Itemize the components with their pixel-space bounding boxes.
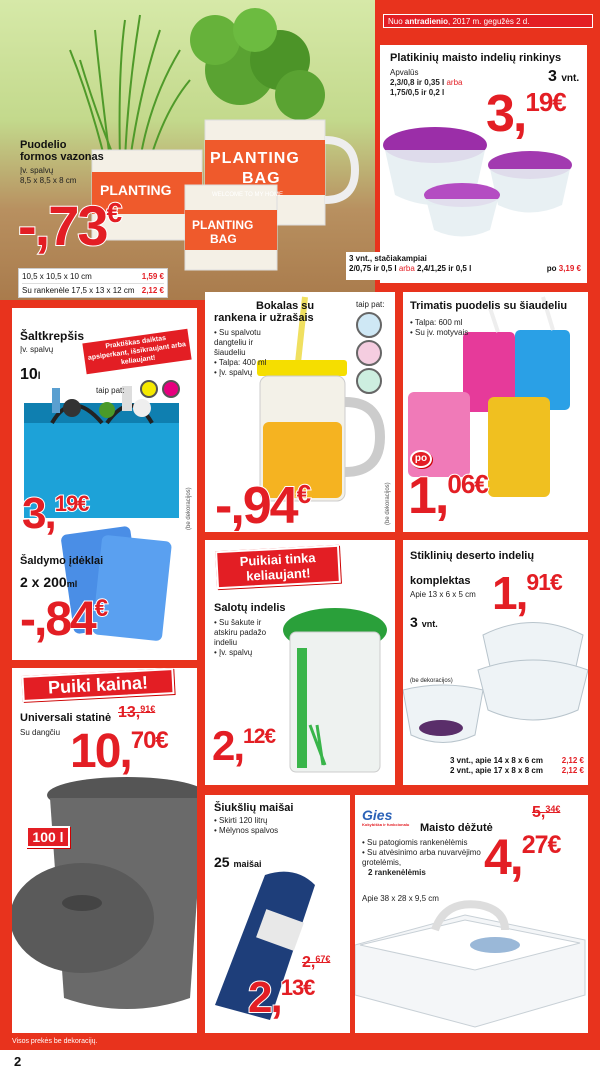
bags-old-sup: 67€ [315,954,331,964]
foodbox-title: Maisto dėžutė [420,822,493,834]
dessert-title-1: Stiklinių deserto indelių [410,550,535,562]
salad-price-main: 2, [212,722,244,769]
foodbox-bullet-3: 2 rankenėlėmis [368,868,426,877]
containers-qty-unit: vnt. [561,73,580,84]
foodbox-old-sup: 34€ [545,804,561,814]
pots-title-2: formos vazonas [20,151,104,163]
mug-text-6: BAG [210,232,237,246]
coolbag-color-pink [162,380,180,398]
salad-banner-2: keliaujant! [245,565,311,584]
cups-price-main: 1, [408,467,448,525]
coolbag-price-sup: 19€ [54,491,89,517]
bags-bullet-2: • Mėlynos spalvos [214,826,278,836]
icepacks-price-main: -,84 [20,593,95,646]
containers-alt-price: 3,19 € [558,264,581,273]
containers-qty-num: 3 [548,68,557,85]
foodbox-bullet-1: • Su patogiomis rankenėlėmis [362,838,482,848]
pots-price-sup: € [106,197,122,229]
cups-bullet-1: • Talpa: 600 ml [410,318,468,328]
bags-price [248,973,315,1022]
bags-old-price [302,954,330,972]
jar-title-1: Bokalas su [256,300,315,312]
jar-bullets [214,328,284,378]
containers-alt-2c: 2,4/1,25 ir 0,5 l [414,264,472,273]
pots-title-1: Puodelio [20,139,67,151]
pots-desc-2: 8,5 x 8,5 x 8 cm [20,176,77,185]
pots-row-1-price: 1,59 € [141,272,164,281]
dessert-deco: (be dekoracijos) [410,678,453,684]
bags-title: Šiukšlių maišai [214,802,294,814]
jar-variant-blue [356,312,382,338]
salad-price-sup: 12€ [243,725,276,749]
dessert-price [492,567,562,619]
containers-desc-2b: arba [446,78,463,87]
dessert-price-table [450,756,584,776]
validity-day: antradienio [404,17,449,26]
icepacks-qty-unit: ml [66,579,78,589]
icepacks-price-sup: € [94,595,108,623]
bin-banner: Puiki kaina! [21,668,174,702]
validity-prefix: Nuo [388,17,405,26]
footer-note: Visos prekės be dekoracijų. [12,1038,98,1045]
dessert-row-2-label: 2 vnt., apie 17 x 8 x 8 cm [450,766,543,775]
salad-banner-1: Puikiai tinka [239,550,316,569]
jar-bullet-1: • Su spalvotu dangteliu ir šiaudeliu [214,328,284,358]
containers-alt-2b: arba [398,264,415,273]
bin-old-sup: 91€ [140,704,156,714]
foodbox-price [484,829,561,885]
foodbox-bullets [362,838,482,868]
icepacks-title: Šaldymo įdėklai [20,555,104,567]
salad-bullet-2: • Įv. spalvų [214,648,276,658]
containers-alt-po: po [546,264,559,273]
containers-alt-2 [349,264,581,274]
containers-desc-2 [390,78,463,88]
jar-price-sup: € [296,479,311,510]
coolbag-qty [20,366,41,384]
cups-price [408,467,488,525]
containers-desc-1: Apvalūs [390,68,419,77]
cups-title: Trimatis puodelis su šiaudeliu [410,300,568,312]
salad-bullet-1: • Su šakute ir atskiru padažo indeliu [214,618,276,648]
containers-desc-2a: 2,3/0,8 ir 0,35 l [390,78,447,87]
bin-title: Universali statinė [20,712,112,724]
dessert-row-2 [450,766,584,776]
coolbag-price-main: 3, [22,489,55,538]
jar-also-label: taip pat: [356,300,385,309]
pots-row-2-label: Su rankenėle 17,5 x 13 x 12 cm [22,286,135,295]
pots-price [18,194,122,257]
jar-side-note: (be dekoracijos) [385,482,391,525]
bags-price-sup: 13€ [280,975,315,1001]
containers-qty [548,68,579,86]
bin-old-price [118,704,155,722]
dessert-qty-num: 3 [410,614,418,630]
jar-title-2: rankena ir užrašais [214,312,314,324]
pots-price-table [18,268,168,298]
dessert-desc: Apie 13 x 6 x 5 cm [410,590,476,599]
bin-desc: Su dangčiu [20,728,61,737]
foodbox-old-price [532,804,560,822]
jar-variant-pink [356,340,382,366]
dessert-qty [410,614,438,630]
bags-qty-num: 25 [214,854,230,870]
coolbag-note: Praktiškas daiktas apsiperkant, išsikraujant arba keliaujant! [82,329,191,374]
pots-price-main: -,73 [18,194,107,257]
footer-bar [0,1050,600,1073]
bin-price [70,725,168,778]
cups-po-badge: po [410,450,432,468]
mug-text-4: PLANTING [100,182,172,198]
coolbag-qty-num: 10 [20,366,38,383]
salad-bullets [214,618,276,658]
coolbag-qty-unit: l [37,371,41,382]
icepacks-qty-num: 2 x 200 [20,574,67,590]
salad-banner [215,545,341,589]
foodbox-price-main: 4, [484,829,522,885]
bin-price-main: 10, [70,725,131,778]
gies-logo-text: Gies [362,807,393,823]
bags-qty [214,854,262,870]
gies-logo [362,808,414,827]
containers-desc-3: 1,75/0,5 ir 0,2 l [390,88,445,97]
coolbag-price [22,489,89,538]
dessert-title-2: komplektas [410,575,471,587]
cups-bullet-2: • Su įv. motyvais [410,328,468,338]
mug-text-5: PLANTING [192,218,254,232]
bin-old-main: 13, [118,704,141,721]
jar-price [215,477,311,535]
gies-logo-sub: Kokybiška ir funkcionalu [362,822,410,827]
dessert-row-1-price: 2,12 € [561,756,584,765]
coolbag-also-label: taip pat: [96,386,125,395]
pots-row-2 [22,283,164,297]
foodbox-desc: Apie 38 x 28 x 9,5 cm [362,894,439,903]
dessert-price-sup: 91€ [526,569,562,596]
dessert-row-1-label: 3 vnt., apie 14 x 8 x 6 cm [450,756,543,765]
bags-qty-unit: maišai [233,859,262,869]
bin-capacity: 100 l [26,826,70,848]
mug-text-1: PLANTING [210,150,300,167]
mug-text-2: BAG [242,170,281,187]
containers-alt-1: 3 vnt., stačiakampiai [349,254,427,263]
bags-price-main: 2, [248,973,281,1022]
mug-text-3: WELCOME TO MY HOME [212,192,284,198]
coolbag-desc: Įv. spalvų [20,345,54,354]
jar-price-main: -,94 [215,477,297,535]
icepacks-qty [20,574,77,590]
bin-price-sup: 70€ [130,727,168,755]
validity-banner [383,14,593,28]
bags-old-main: 2, [302,954,316,971]
containers-price [486,85,566,143]
dessert-qty-unit: vnt. [421,619,438,629]
icepacks-price [20,593,108,646]
containers-alt-2a: 2/0,75 ir 0,5 l [349,264,399,273]
cups-bullets [410,318,468,338]
containers-alt-box [346,252,584,280]
jar-bullet-3: • Įv. spalvų [214,368,284,378]
bags-bullet-1: • Skirti 120 litrų [214,816,278,826]
coolbag-color-yellow [140,380,158,398]
coolbag-title: Šaltkrepšis [20,329,85,343]
foodbox-old-main: 5, [532,804,546,821]
foodbox-price-sup: 27€ [521,831,561,860]
validity-suffix: , 2017 m. gegužės 2 d. [448,17,530,26]
jar-variant-green [356,368,382,394]
containers-price-main: 3, [486,85,526,143]
pots-row-1 [22,270,164,283]
cups-price-sup: 06€ [447,469,488,500]
dessert-row-1 [450,756,584,766]
salad-title: Salotų indelis [214,602,286,614]
coolbag-side-note: (be dekoracijos) [186,487,192,530]
foodbox-bullet-2: • Su atvėsinimo arba nuvarvėjimo grotelėmis, [362,848,482,868]
salad-price [212,722,276,769]
pots-desc-1: Įv. spalvų [20,166,54,175]
jar-bullet-2: • Talpa: 400 ml [214,358,284,368]
bags-bullets [214,816,278,836]
dessert-row-2-price: 2,12 € [561,766,584,775]
pots-row-2-price: 2,12 € [141,286,164,295]
dessert-price-main: 1, [492,567,527,619]
containers-price-sup: 19€ [525,87,566,118]
page-number: 2 [14,1054,22,1069]
containers-title: Platikinių maisto indelių rinkinys [390,52,562,64]
pots-row-1-label: 10,5 x 10,5 x 10 cm [22,272,92,281]
